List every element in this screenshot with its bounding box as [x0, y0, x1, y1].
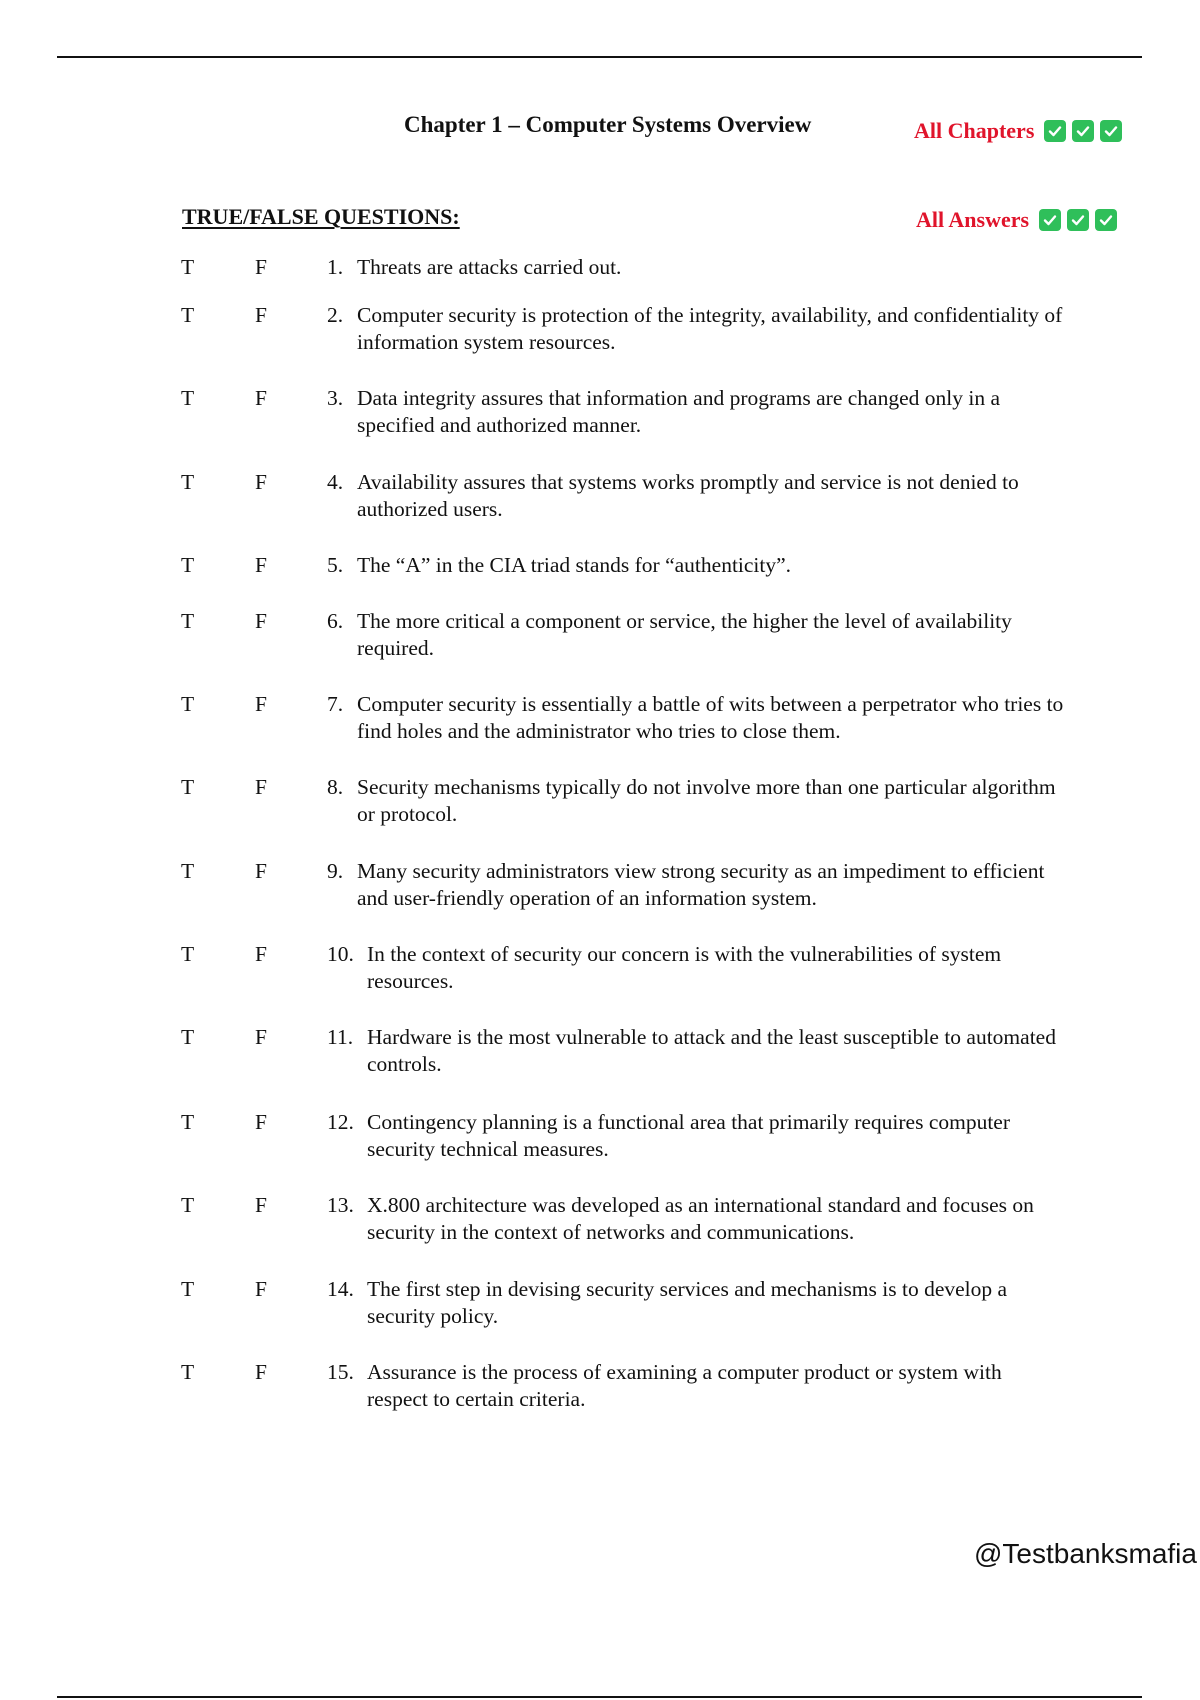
true-option[interactable]: T	[181, 1193, 195, 1217]
question-text: Computer security is essentially a battle of wits between a perpetrator who tries to find holes and the administrator who tries to close them.	[357, 692, 1064, 743]
question-number: 13.	[327, 1193, 354, 1217]
true-option[interactable]: T	[181, 942, 195, 966]
question-text: X.800 architecture was developed as an international standard and focuses on security in the context of networks and communications.	[367, 1193, 1034, 1244]
check-box-icon	[1044, 120, 1066, 142]
true-option[interactable]: T	[181, 1360, 195, 1384]
true-option[interactable]: T	[181, 692, 195, 716]
question-number: 8.	[327, 775, 344, 799]
question-number: 2.	[327, 303, 344, 327]
top-rule	[57, 56, 1142, 58]
all-answers-label: All Answers	[916, 207, 1030, 232]
true-option[interactable]: T	[181, 1110, 195, 1134]
false-option[interactable]: F	[255, 1025, 267, 1049]
question-text: Contingency planning is a functional area that primarily requires computer security technical measures.	[367, 1110, 1011, 1161]
false-option[interactable]: F	[255, 1110, 267, 1134]
question-text: In the context of security our concern is with the vulnerabilities of system resources.	[367, 942, 1002, 993]
question-number: 1.	[327, 255, 344, 279]
question-number: 9.	[327, 859, 344, 883]
true-option[interactable]: T	[181, 386, 195, 410]
false-option[interactable]: F	[255, 609, 267, 633]
question-text: The more critical a component or service, the higher the level of availability required.	[357, 609, 1012, 660]
question-number: 15.	[327, 1360, 354, 1384]
false-option[interactable]: F	[255, 1193, 267, 1217]
true-option[interactable]: T	[181, 609, 195, 633]
question-text: The “A” in the CIA triad stands for “authenticity”.	[357, 553, 792, 577]
question-text: Data integrity assures that information and programs are changed only in a specified and authorized manner.	[357, 386, 1001, 437]
false-option[interactable]: F	[255, 386, 267, 410]
true-option[interactable]: T	[181, 303, 195, 327]
question-text: Security mechanisms typically do not involve more than one particular algorithm or protocol.	[357, 775, 1056, 826]
bottom-rule	[57, 1696, 1142, 1698]
true-option[interactable]: T	[181, 1277, 195, 1301]
true-option[interactable]: T	[181, 255, 195, 279]
false-option[interactable]: F	[255, 942, 267, 966]
check-box-icon	[1039, 209, 1061, 231]
question-text: Many security administrators view strong security as an impediment to efficient and user-friendly operation of an information system.	[357, 859, 1045, 910]
check-box-icon	[1072, 120, 1094, 142]
question-number: 12.	[327, 1110, 354, 1134]
all-chapters-link[interactable]	[914, 118, 1122, 144]
false-option[interactable]: F	[255, 255, 267, 279]
question-number: 4.	[327, 470, 344, 494]
question-text: The first step in devising security services and mechanisms is to develop a security policy.	[367, 1277, 1008, 1328]
true-option[interactable]: T	[181, 1025, 195, 1049]
check-box-icon	[1095, 209, 1117, 231]
false-option[interactable]: F	[255, 553, 267, 577]
question-number: 7.	[327, 692, 344, 716]
question-text: Availability assures that systems works promptly and service is not denied to authorized users.	[357, 470, 1019, 521]
false-option[interactable]: F	[255, 1360, 267, 1384]
false-option[interactable]: F	[255, 692, 267, 716]
question-number: 3.	[327, 386, 344, 410]
question-text: Hardware is the most vulnerable to attack and the least susceptible to automated controls.	[367, 1025, 1056, 1076]
false-option[interactable]: F	[255, 859, 267, 883]
question-number: 11.	[327, 1025, 354, 1049]
question-number: 5.	[327, 553, 344, 577]
false-option[interactable]: F	[255, 470, 267, 494]
true-option[interactable]: T	[181, 775, 195, 799]
all-chapters-label: All Chapters	[914, 118, 1035, 143]
false-option[interactable]: F	[255, 1277, 267, 1301]
true-option[interactable]: T	[181, 859, 195, 883]
check-box-icon	[1100, 120, 1122, 142]
question-text: Computer security is protection of the integrity, availability, and confidentiality of information system resources.	[357, 303, 1063, 354]
false-option[interactable]: F	[255, 775, 267, 799]
all-answers-link[interactable]	[916, 207, 1117, 233]
question-text: Assurance is the process of examining a computer product or system with respect to certain criteria.	[367, 1360, 1002, 1411]
watermark: @Testbanksmafia	[974, 1538, 1197, 1569]
true-option[interactable]: T	[181, 470, 195, 494]
check-box-icon	[1067, 209, 1089, 231]
chapter-title: Chapter 1 – Computer Systems Overview	[404, 112, 812, 137]
question-text: Threats are attacks carried out.	[357, 255, 622, 279]
false-option[interactable]: F	[255, 303, 267, 327]
section-heading: TRUE/FALSE QUESTIONS:	[182, 204, 460, 229]
question-number: 6.	[327, 609, 344, 633]
true-option[interactable]: T	[181, 553, 195, 577]
question-number: 10.	[327, 942, 354, 966]
question-number: 14.	[327, 1277, 354, 1301]
